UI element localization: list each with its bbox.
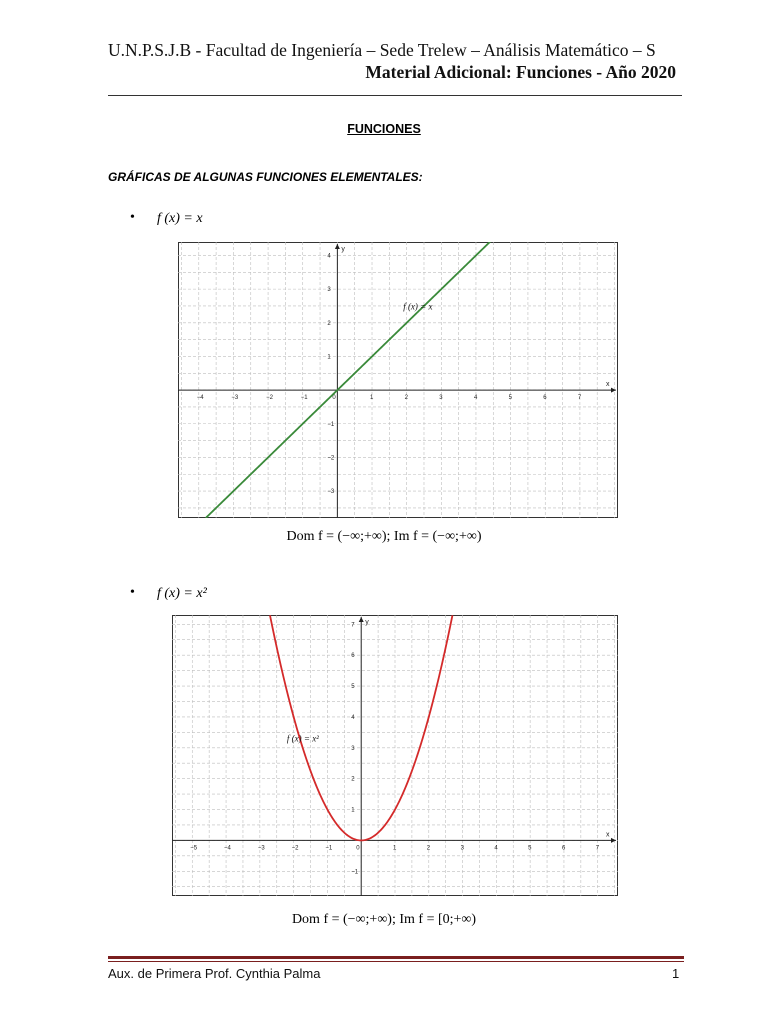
x-tick-label: 5 [508,395,512,402]
y-tick-label: 1 [351,807,355,814]
x-tick-label: −4 [224,845,231,852]
y-tick-label: 3 [327,287,331,294]
y-tick-label: −1 [351,869,359,876]
x-tick-label: −1 [300,395,308,402]
x-tick-label: 6 [543,395,547,402]
x-axis-label: x [606,381,610,389]
x-tick-label: −3 [257,845,265,852]
y-tick-label: −3 [327,489,335,496]
x-tick-label: −1 [325,845,333,852]
y-tick-label: 2 [327,320,331,327]
x-tick-label: −2 [266,395,273,402]
x-axis-label: x [606,831,610,839]
footer-divider-thin [108,961,684,962]
x-tick-label: 7 [577,395,582,402]
footer-author: Aux. de Primera Prof. Cynthia Palma [108,966,321,981]
y-tick-label: 7 [351,622,355,629]
footer-page-number: 1 [672,966,680,981]
y-tick-label: −2 [327,455,335,462]
x-tick-label: 4 [494,845,498,852]
y-tick-label: 4 [351,714,355,721]
header-divider [108,95,682,96]
page-title: FUNCIONES [347,122,421,136]
dom-im-1: Dom f = (−∞;+∞); Im f = (−∞;+∞) [286,529,482,544]
formula-2: f (x) = x² [157,586,207,601]
x-tick-label: 2 [426,845,431,852]
header-line-2: Material Adicional: Funciones - Año 2020 [365,62,676,82]
x-tick-label: −3 [231,395,239,402]
y-tick-label: 2 [351,776,355,783]
y-tick-label: 3 [351,745,355,752]
x-tick-label: 0 [332,395,336,402]
x-tick-label: 2 [404,395,409,402]
graph-linear [178,242,618,518]
x-tick-label: −4 [196,395,204,402]
curve-label: f (x) = x² [286,733,319,744]
x-tick-label: −5 [190,845,198,852]
x-tick-label: 5 [528,845,532,852]
footer-divider-thick [108,956,684,959]
y-axis-label: y [341,246,345,253]
x-tick-label: 3 [460,845,464,852]
formula-1: f (x) = x [157,211,203,226]
x-tick-label: −2 [291,845,299,852]
y-tick-label: −1 [327,421,335,428]
x-tick-label: 1 [393,845,397,852]
header-line-1: U.N.P.S.J.B - Facultad de Ingeniería – Sede Trelew – Análisis Matemático – S [108,40,656,60]
dom-im-2: Dom f = (−∞;+∞); Im f = [0;+∞) [291,912,477,927]
x-tick-label: 3 [439,395,443,402]
x-tick-label: 4 [473,395,478,402]
x-tick-label: 7 [595,845,600,852]
y-tick-label: 6 [351,653,355,660]
section-subtitle: GRÁFICAS DE ALGUNAS FUNCIONES ELEMENTALES: [108,170,423,184]
y-tick-label: 1 [327,354,331,361]
y-axis-label: y [365,619,369,626]
x-tick-label: 0 [356,845,360,852]
x-tick-label: 1 [370,395,374,402]
bullet-1: • [130,210,135,225]
graph-quadratic [172,615,618,896]
curve-label: f (x) = x [403,301,433,312]
chart-quadratic-svg [172,615,618,896]
chart-linear-svg [178,242,618,518]
y-tick-label: 4 [327,253,331,260]
x-tick-label: 6 [561,845,566,852]
plot-frame [179,243,618,518]
y-tick-label: 5 [351,684,355,691]
bullet-2: • [130,585,135,600]
